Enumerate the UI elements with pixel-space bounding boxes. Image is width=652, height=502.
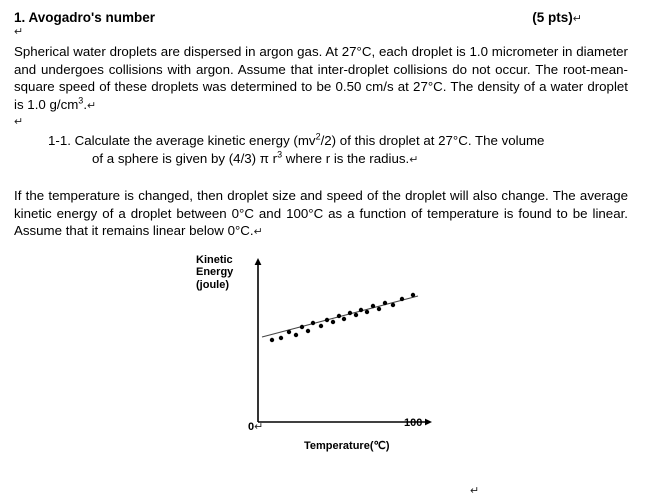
paragraph-intro-tail: . [83,96,88,112]
sub-question-superscript-b: 3 [277,149,283,160]
paragraph-intro-text: Spherical water droplets are dispersed in argon gas. At 27°C, each droplet is 1.0 micrometer in diameter and undergoes collisions with argon. Assume that inter-droplet collisions do not occur. The root-mean-square speed of these droplets was determined to be 0.50 cm/s at 27°C. The density of a water droplet is 1.0 g/cm [14,44,628,112]
sub-question-superscript-a: 2 [315,131,321,142]
blank-line-3 [14,169,638,184]
sub-question-1-1 [14,132,638,169]
chart-x-axis-label: Temperature(℃) [304,439,390,452]
paragraph-intro [14,43,638,115]
chart-x-tick-100: 100 [404,416,423,429]
chart-x-axis-arrow-icon [425,418,432,425]
pilcrow-mark: ↵ [409,154,419,166]
paragraph-intro-superscript: 3 [78,95,84,106]
chart-y-axis-label-line2: Energy [196,266,234,278]
chart-y-axis-label-line3: (joule) [196,278,229,291]
question-heading [14,10,638,25]
question-title: 1. Avogadro's number [14,10,155,25]
sub-question-text-c: of a sphere is given by (4/3) π r [92,151,278,166]
chart-y-axis-arrow-icon [255,258,262,265]
chart-data-points [270,292,415,341]
blank-line-2 [14,115,638,130]
pilcrow-mark: ↵ [572,13,582,25]
blank-line-1 [14,25,638,40]
paragraph-linearity-text: If the temperature is changed, then droplet size and speed of the droplet will also change. The average kinetic energy of a droplet between 0°C and 100°C as a function of temperature is found to be linear. Assume that it remains linear below 0°C. [14,188,628,238]
pilcrow-mark: ↵ [87,99,97,112]
chart-container [0,242,652,472]
pilcrow-mark: ↵ [14,116,24,128]
chart-x-tick-0: 0↵ [248,420,264,433]
chart-y-axis-label-line1: Kinetic [196,253,233,266]
sub-question-line2 [48,150,624,169]
sub-question-number: 1-1. [48,133,71,148]
pilcrow-mark: ↵ [14,26,24,38]
pilcrow-mark: ↵ [253,226,263,238]
question-points: (5 pts)↵ [532,10,582,25]
sub-question-text-a: Calculate the average kinetic energy (mv [74,133,316,148]
kinetic-energy-chart [196,254,456,454]
pilcrow-mark: ↵ [254,420,264,433]
sub-question-text-b: /2) of this droplet at 27°C. The volume [320,133,545,148]
paragraph-linearity [14,187,638,242]
footer-pilcrow-mark: ↵ [470,485,480,497]
sub-question-text-d: where r is the radius. [282,151,410,166]
